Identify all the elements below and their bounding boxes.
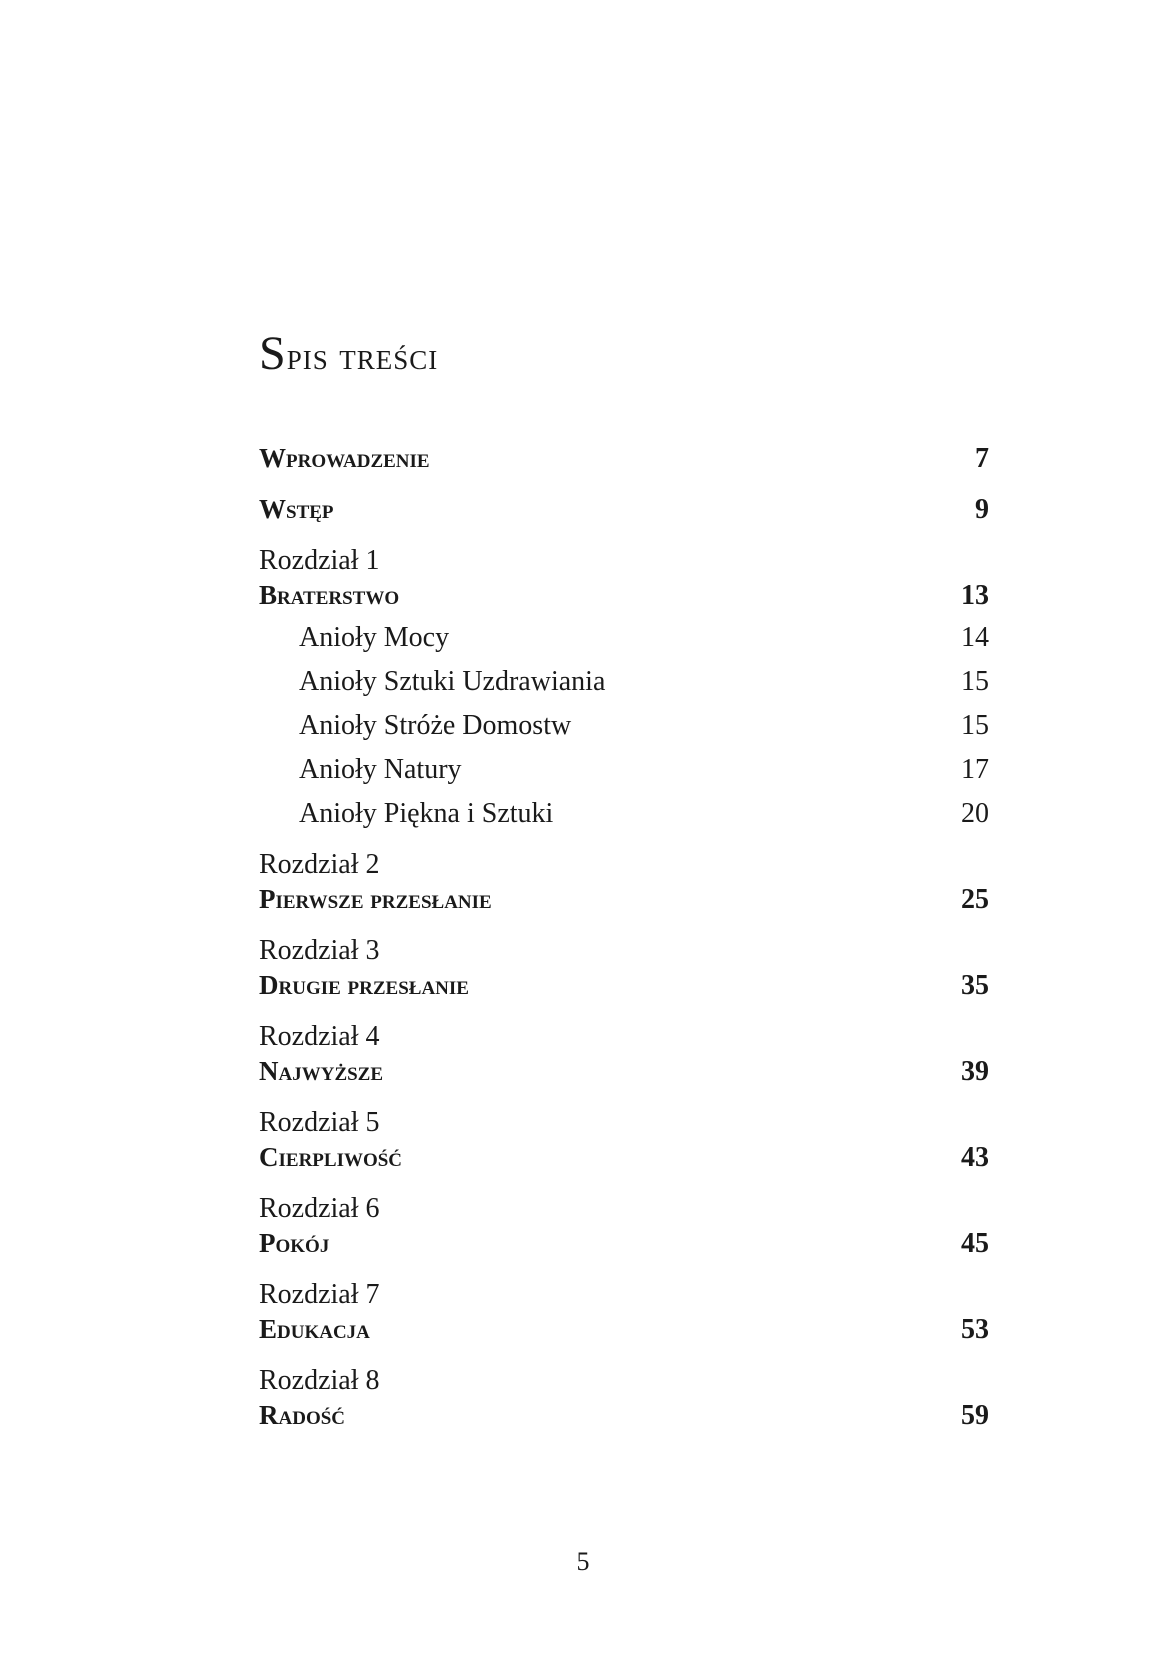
toc-entry-preface[interactable] — [259, 491, 989, 528]
table-of-contents — [259, 440, 989, 1434]
toc-chapter-5 — [259, 1106, 989, 1176]
toc-entry-page: 7 — [975, 443, 989, 474]
toc-entry-chapter-8[interactable] — [259, 1397, 989, 1434]
toc-entry-title: Radość — [259, 1400, 346, 1430]
page-number: 5 — [576, 1547, 590, 1576]
chapter-label: Rozdział 4 — [259, 1021, 380, 1052]
toc-entry-page: 53 — [961, 1314, 989, 1345]
toc-subentry[interactable] — [259, 792, 989, 836]
toc-subentry-title: Anioły Piękna i Sztuki — [299, 798, 554, 829]
toc-entry-title: Najwyższe — [259, 1056, 384, 1086]
toc-entry-chapter-2[interactable] — [259, 881, 989, 918]
toc-entry-chapter-3[interactable] — [259, 967, 989, 1004]
toc-entry-page: 35 — [961, 970, 989, 1001]
toc-chapter-6 — [259, 1192, 989, 1262]
toc-entry-title: Wprowadzenie — [259, 443, 430, 473]
chapter-label: Rozdział 2 — [259, 849, 380, 880]
toc-entry-page: 9 — [975, 494, 989, 525]
chapter-label: Rozdział 8 — [259, 1365, 380, 1396]
toc-subentry-page: 20 — [961, 798, 989, 829]
toc-entry-title: Edukacja — [259, 1314, 370, 1344]
chapter-label: Rozdział 7 — [259, 1279, 380, 1310]
toc-subentry-page: 15 — [961, 710, 989, 741]
toc-entry-chapter-1[interactable] — [259, 577, 989, 614]
toc-subentry-title: Anioły Sztuki Uzdrawiania — [299, 666, 606, 697]
toc-subentry-title: Anioły Stróże Domostw — [299, 710, 572, 741]
toc-chapter-4 — [259, 1020, 989, 1090]
toc-entry-chapter-7[interactable] — [259, 1311, 989, 1348]
toc-entry-chapter-5[interactable] — [259, 1139, 989, 1176]
toc-entry-chapter-4[interactable] — [259, 1053, 989, 1090]
toc-subentry-page: 14 — [961, 622, 989, 653]
toc-chapter-1 — [259, 544, 989, 836]
toc-subentry-page: 15 — [961, 666, 989, 697]
toc-subentry[interactable] — [259, 660, 989, 704]
toc-subentry-title: Anioły Mocy — [299, 622, 450, 653]
toc-chapter-7 — [259, 1278, 989, 1348]
toc-subentry-page: 17 — [961, 754, 989, 785]
toc-entry-page: 39 — [961, 1056, 989, 1087]
page-title-rest: pis treści — [286, 336, 439, 378]
toc-entry-title: Drugie przesłanie — [259, 970, 469, 1000]
toc-entry-intro[interactable] — [259, 440, 989, 477]
toc-chapter-3 — [259, 934, 989, 1004]
chapter-label: Rozdział 6 — [259, 1193, 380, 1224]
toc-entry-page: 43 — [961, 1142, 989, 1173]
toc-entry-title: Cierpliwość — [259, 1142, 403, 1172]
chapter-label: Rozdział 5 — [259, 1107, 380, 1138]
toc-entry-page: 45 — [961, 1228, 989, 1259]
page-title — [259, 327, 439, 380]
toc-subentry-title: Anioły Natury — [299, 754, 462, 785]
toc-entry-title: Pokój — [259, 1228, 330, 1258]
toc-entry-chapter-6[interactable] — [259, 1225, 989, 1262]
toc-chapter-2 — [259, 848, 989, 918]
toc-subentry[interactable] — [259, 748, 989, 792]
chapter-label: Rozdział 1 — [259, 545, 380, 576]
toc-entry-title: Wstęp — [259, 494, 334, 524]
page-title-initial: S — [259, 327, 287, 380]
toc-subentry[interactable] — [259, 616, 989, 660]
toc-entry-title: Pierwsze przesłanie — [259, 884, 492, 914]
toc-subentry[interactable] — [259, 704, 989, 748]
toc-entry-page: 13 — [961, 580, 989, 611]
toc-entry-page: 59 — [961, 1400, 989, 1431]
toc-entry-page: 25 — [961, 884, 989, 915]
chapter-label: Rozdział 3 — [259, 935, 380, 966]
toc-entry-title: Braterstwo — [259, 580, 400, 610]
toc-chapter-8 — [259, 1364, 989, 1434]
